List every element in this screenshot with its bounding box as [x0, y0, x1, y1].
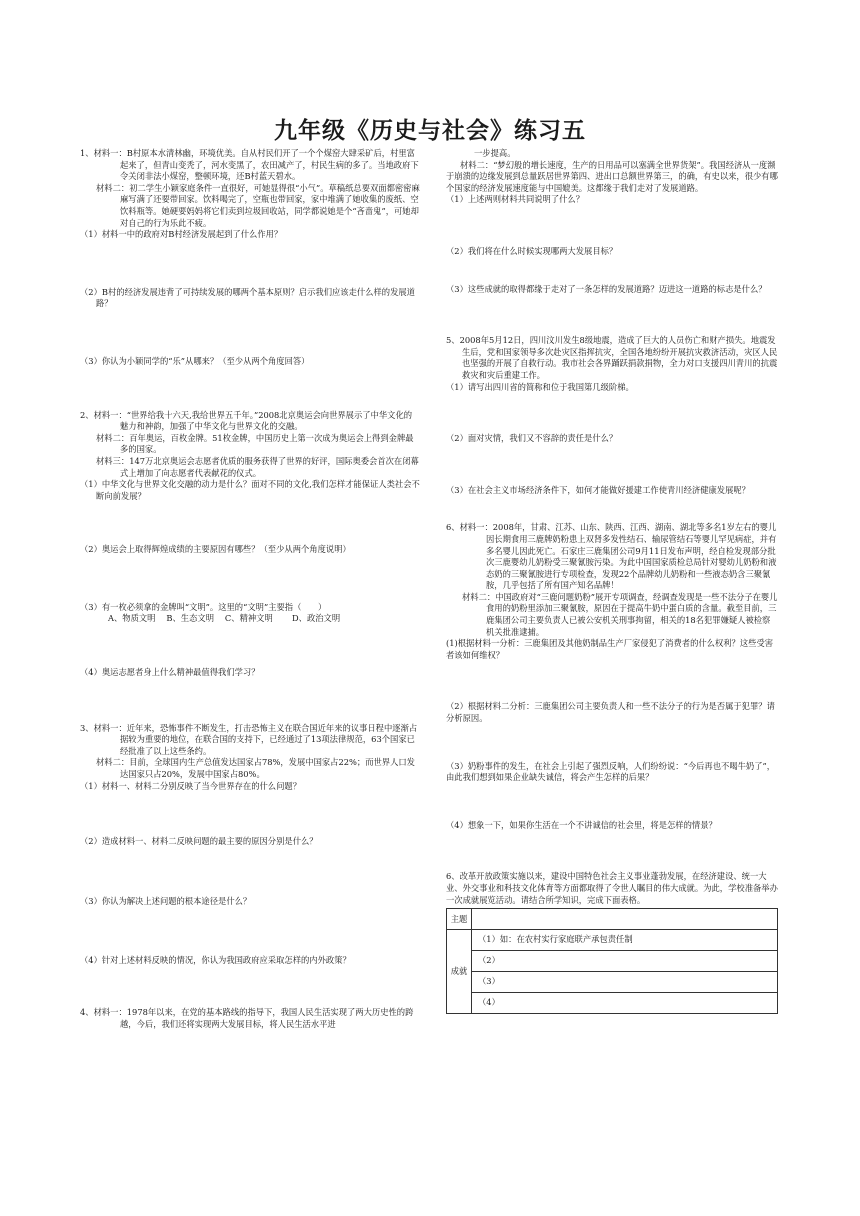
- table-row: [447, 951, 778, 972]
- table-row: [447, 972, 778, 993]
- q2-material-3: 材料三：147万北京奥运会志愿者优质的服务获得了世界的好评，国际奥委会首次在闭幕式上增加了向志愿者代表献花的仪式。: [96, 455, 419, 478]
- q6-material-1: 6、材料一：2008年，甘肃、江苏、山东、陕西、江西、湖南、湖北等多名1岁左右的婴儿因长期食用三鹿牌奶粉患上双肾多发性结石、输尿管结石等婴儿罕见病症，并有多名婴儿因此死亡。石家庄三鹿集团公司9月11日发布声明，经自检发现部分批次三鹿婴幼儿奶粉受三聚氰胺污染。为此中国国家质检总局针对婴幼儿奶粉和液态奶的三聚氰胺进行专项检查，发现22个品牌幼儿奶粉和一些液态奶含三聚氰胺，几乎包括了所有国产知名品牌！: [446, 522, 777, 591]
- q6-question-3: （3）奶粉事件的发生，在社会上引起了强烈反响，人们纷纷说：“今后再也不喝牛奶了”，由此我们想到如果企业缺失诚信，将会产生怎样的后果？: [446, 760, 776, 783]
- q6-question-2: （2）根据材料二分析：三鹿集团公司主要负责人和一些不法分子的行为是否属于犯罪？请分析原因。: [446, 701, 775, 724]
- q7-material: 6、改革开放政策实施以来，建设中国特色社会主义事业蓬勃发展，在经济建设、统一大业、外交事业和科技文化体育等方面都取得了令世人瞩目的伟大成就。为此，学校准备举办一次成就展览活动。请结合所学知识，完成下面表格。: [446, 871, 778, 905]
- q4-question-2: （2）我们将在什么时候实现哪两大发展目标？: [446, 245, 618, 256]
- q2-question-3-options: A、物质文明 B、生态文明 C、精神文明 D、政治文明: [108, 613, 341, 624]
- q6-question-1: (1)根据材料一分析：三鹿集团及其他奶制品生产厂家侵犯了消费者的什么权利？这些受害者该如何维权？: [446, 638, 774, 660]
- left-column: [80, 148, 420, 1030]
- q2-material-1: 2、材料一：“世界给我十六天,我给世界五千年。”2008北京奥运会向世界展示了中华文化的魅力和神韵，加强了中华文化与世界文化的交融。: [80, 409, 413, 432]
- q6-material-2: 材料二：中国政府对“三鹿问题奶粉”展开专项调查，经调查发现是一些不法分子在婴儿食用的奶粉里添加三聚氰胺，原因在于提高牛奶中蛋白质的含量。截至目前，三鹿集团公司主要负责人已被公安机关刑事拘留，相关的18名犯罪嫌疑人被检察机关批准逮捕。: [462, 591, 778, 637]
- q1-material-2: 材料二：初二学生小颖家庭条件一直很好，可她显得很“小气”。草稿纸总要双面都密密麻麻写满了还要带回家。饮料喝完了，空瓶也带回家，家中堆满了她收集的废纸、空饮料瓶等。她硬要妈妈将它们卖到垃圾回收站，同学都说她是个“吝啬鬼”，可她却对自己的行为乐此不疲。: [96, 182, 420, 228]
- q3-material-2: 材料二：目前，全球国内生产总值发达国家占78%，发展中国家占22%；而世界人口发达国家只占20%，发展中国家占80%。: [96, 757, 415, 780]
- right-column: [446, 148, 778, 1014]
- q1-question-3: （3）你认为小颖同学的“乐”从哪来？（至少从两个角度回答）: [80, 355, 310, 366]
- q4-question-3: （3）这些成就的取得都缘于走对了一条怎样的发展道路？迈进这一道路的标志是什么？: [446, 283, 767, 294]
- q1-question-1: （1）材料一中的政府对B村经济发展起到了什么作用？: [80, 229, 283, 240]
- q2-question-3: （3）有一枚必须拿的金牌叫“文明”。这里的“文明”主要指（ ）: [80, 601, 327, 612]
- achievement-table: [446, 908, 778, 1014]
- q6-question-4: （4）想象一下，如果你生活在一个不讲诚信的社会里，将是怎样的情景？: [446, 819, 717, 830]
- q1-question-2: （2）B村的经济发展违背了可持续发展的哪两个基本原则？启示我们应该走什么样的发展道路？: [80, 286, 415, 309]
- achievement-row-1[interactable]: （1）如：在农村实行家庭联产承包责任制: [472, 930, 778, 951]
- theme-label: 主题: [447, 909, 472, 930]
- q1-material-1: 1、材料一：B村原本水清林幽，环境优美。自从村民们开了一个个煤窑大肆采矿后，村里富起来了，但青山变秃了，河水变黑了，农田减产了，村民生病的多了。当地政府下令关闭非法小煤窑，整顿环境，还B村蓝天碧水。: [80, 148, 419, 182]
- q3-question-1: （1）材料一、材料二分别反映了当今世界存在的什么问题？: [80, 780, 301, 791]
- q4-material-2: 材料二：“梦幻般的增长速度，生产的日用品可以塞满全世界货架”。我国经济从一度濒于崩溃的边缘发展到总量跃居世界第四、进出口总额世界第三，的确，有史以来，很少有哪个国家的经济发展速度能与中国媲美。这都缘于我们走对了发展道路。: [446, 159, 778, 193]
- q3-question-4: （4）针对上述材料反映的情况，你认为我国政府应采取怎样的内外政策？: [80, 955, 351, 966]
- q3-question-3: （3）你认为解决上述问题的根本途径是什么？: [80, 895, 252, 906]
- achievement-row-3[interactable]: （3）: [472, 972, 778, 993]
- achievement-row-2[interactable]: （2）: [472, 951, 778, 972]
- q5-question-3: （3）在社会主义市场经济条件下，如何才能做好援建工作使青川经济健康发展呢？: [446, 484, 750, 495]
- achievement-row-4[interactable]: （4）: [472, 993, 778, 1014]
- q2-question-2: （2）奥运会上取得辉煌成绩的主要原因有哪些？（至少从两个角度说明）: [80, 544, 351, 555]
- table-row: [447, 909, 778, 930]
- q2-question-1: （1）中华文化与世界文化交融的动力是什么？面对不同的文化,我们怎样才能保证人类社会不断向前发展？: [80, 479, 420, 501]
- q5-question-2: （2）面对灾情，我们又不容辞的责任是什么？: [446, 433, 618, 444]
- q4-material-1: 4、材料一：1978年以来，在党的基本路线的指导下，我国人民生活实现了两大历史性的跨越，今后，我们还将实现两大发展目标，将人民生活水平进: [80, 1007, 414, 1029]
- q4-question-1: （1）上述两则材料共同说明了什么？: [446, 194, 585, 205]
- q3-material-1: 3、材料一：近年来，恐怖事件不断发生，打击恐怖主义在联合国近年来的议事日程中逐渐占据较为重要的地位，在联合国的支持下，已经通过了13项法律规范，63个国家已经批准了以上这些条约。: [80, 722, 418, 756]
- achievement-label: 成就: [447, 930, 472, 1014]
- page-title: 九年级《历史与社会》练习五: [274, 117, 586, 144]
- q2-material-2: 材料二：百年奥运，百枚金牌。51枚金牌，中国历史上第一次成为奥运会上得到金牌最多的国家。: [96, 432, 414, 455]
- theme-input-cell[interactable]: [472, 909, 778, 930]
- q5-material: 5、2008年5月12日，四川汶川发生8级地震，造成了巨大的人员伤亡和财产损失。地震发生后，党和国家领导多次赴灾区指挥抗灾，全国各地纷纷开展抗灾救济活动，灾区人民也坚强的开展了自救行动。我市社会各界踊跃捐款捐物，全力对口支援四川青川的抗震救灾和灾后重建工作。: [446, 335, 778, 380]
- table-row: [447, 930, 778, 951]
- q2-question-4: （4）奥运志愿者身上什么精神最值得我们学习？: [80, 667, 260, 678]
- q4-material-1-cont: 一步提高。: [474, 148, 516, 158]
- q3-question-2: （2）造成材料一、材料二反映问题的最主要的原因分别是什么？: [80, 836, 318, 847]
- q5-question-1: （1）请写出四川省的简称和位于我国第几级阶梯。: [446, 381, 634, 392]
- table-row: [447, 993, 778, 1014]
